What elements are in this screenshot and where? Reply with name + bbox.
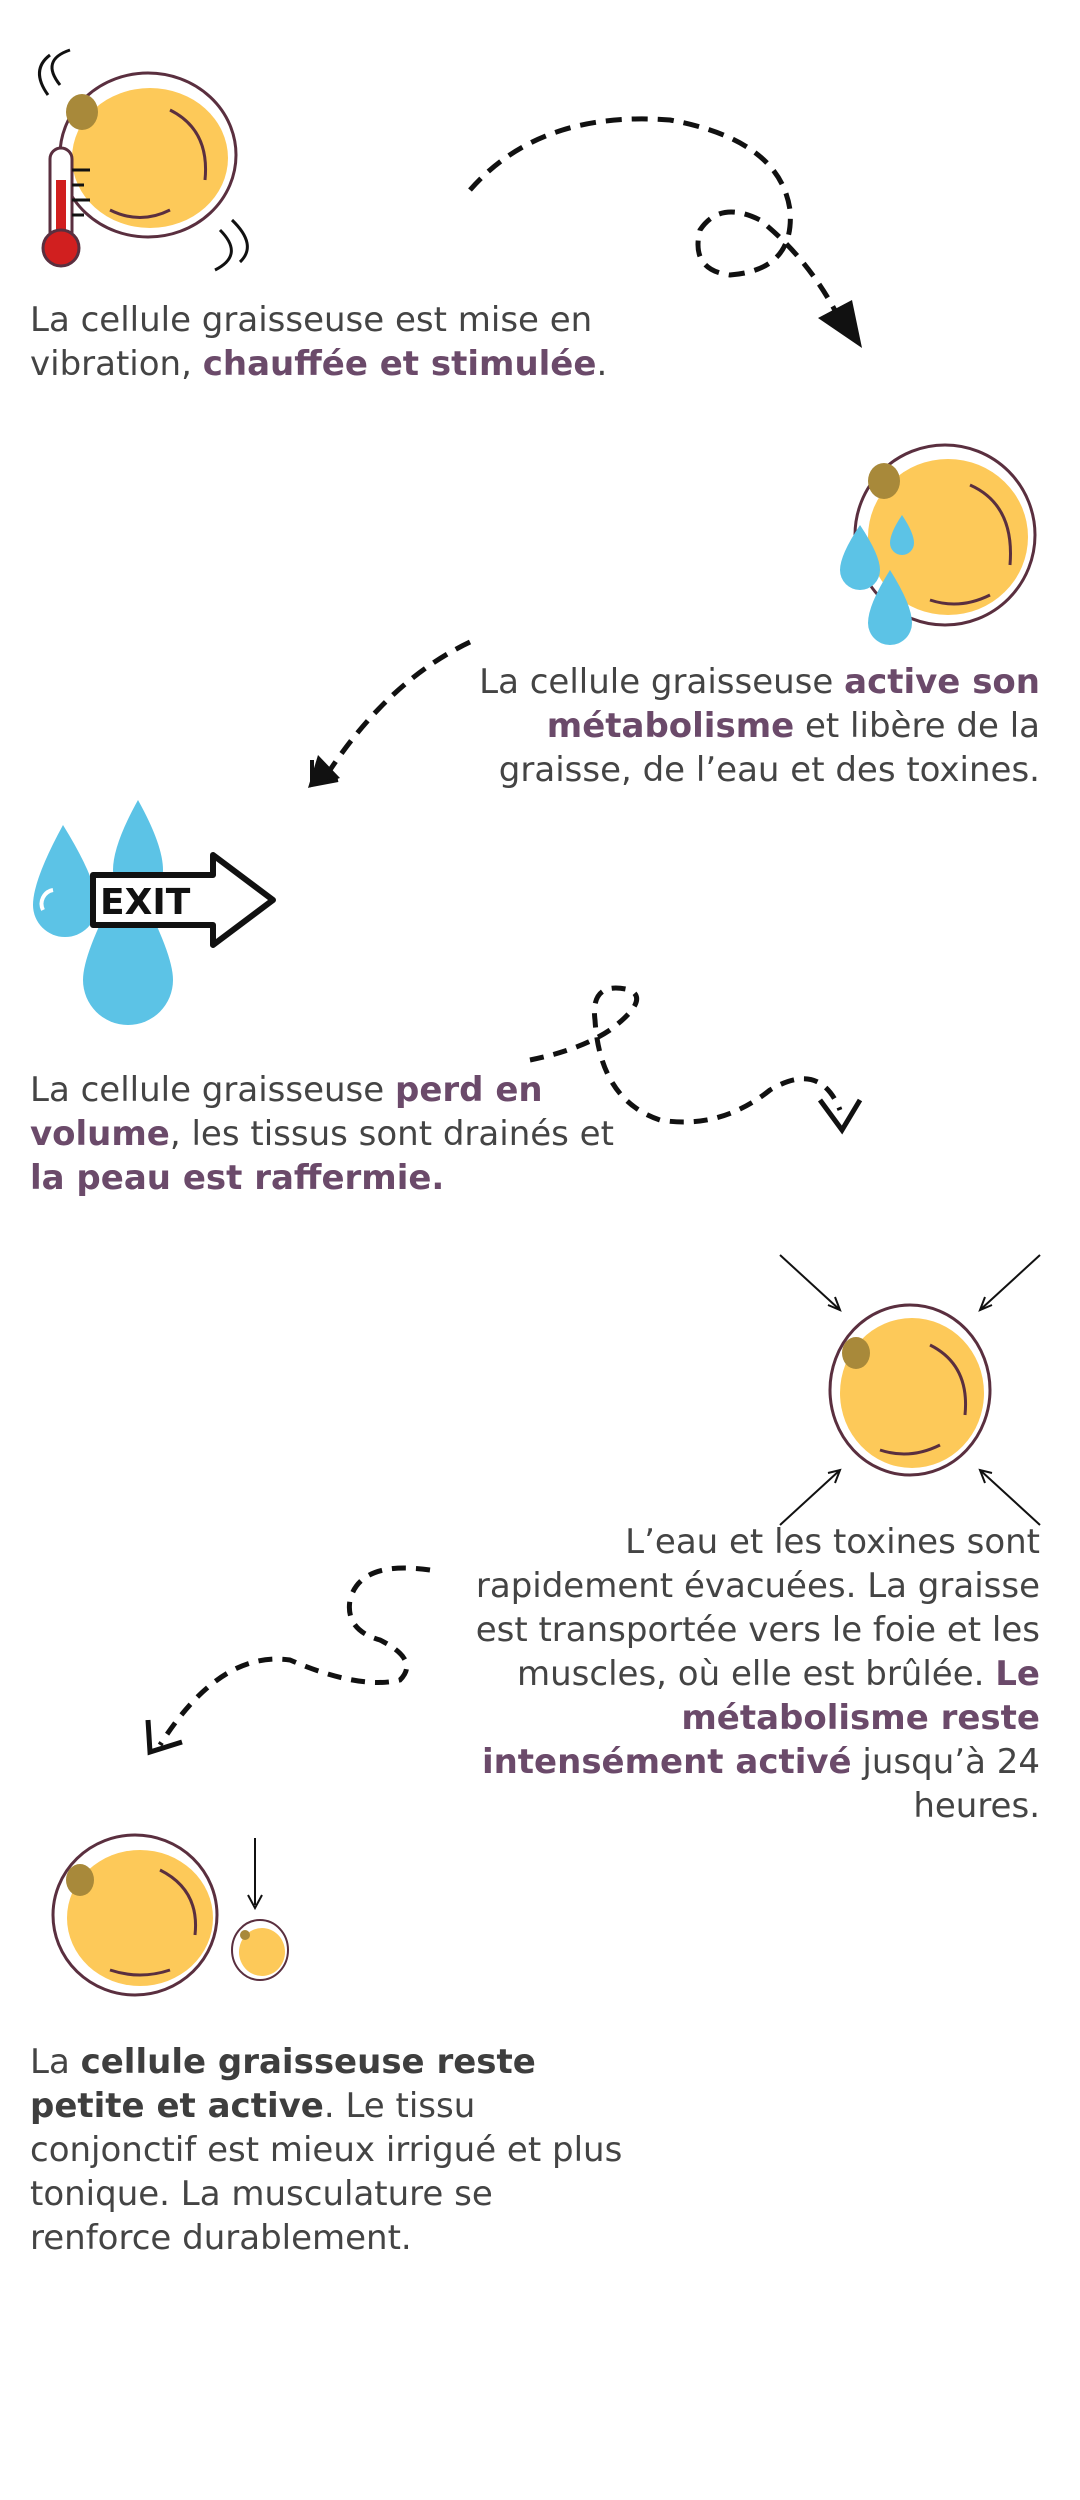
step4-compressed-cell-icon: [770, 1245, 1050, 1535]
arrow-3: [520, 980, 880, 1180]
highlight-text: la peau est raffermie.: [30, 1158, 445, 1198]
body-text: .: [596, 344, 608, 384]
arrow-4: [140, 1560, 450, 1760]
body-text: La cellule graisseuse est mise en vibration,: [30, 300, 593, 384]
step4-text: [450, 1520, 1040, 1828]
step2-cell-releasing-drops-icon: [820, 425, 1040, 655]
highlight-text: chauffée et stimulée: [202, 344, 597, 384]
step1-heated-cell-icon: [20, 40, 260, 280]
step3-drops-exit-icon: [28, 800, 278, 1040]
highlight-text: perd en volume: [30, 1070, 543, 1154]
highlight-text: cellule graisseuse reste petite et active: [30, 2042, 536, 2126]
body-text: jusqu’à 24 heures.: [851, 1742, 1040, 1826]
body-text: La cellule graisseuse: [30, 1070, 395, 1110]
body-text: L’eau et les toxines sont rapidement évacuées. La graisse est transportée vers le foie et les muscles, où elle est brûlée.: [475, 1522, 1040, 1694]
body-text: , les tissus sont drainés et: [169, 1114, 614, 1154]
body-text: et libère de la graisse, de l’eau et des toxines.: [498, 706, 1040, 790]
highlight-text: Le métabolisme reste intensément activé: [481, 1654, 1040, 1782]
highlight-text: active son métabolisme: [546, 662, 1040, 746]
arrow-1: [460, 100, 900, 360]
step5-shrinking-cell-icon: [50, 1820, 300, 2000]
body-text: La cellule graisseuse: [479, 662, 845, 702]
step2-text: [420, 660, 1040, 792]
step5-text: [30, 2040, 630, 2260]
body-text: . Le tissu conjonctif est mieux irrigué et plus tonique. La musculature se renforce durablement.: [30, 2086, 623, 2258]
exit-sign-text: EXIT: [100, 882, 191, 923]
body-text: La: [30, 2042, 81, 2082]
